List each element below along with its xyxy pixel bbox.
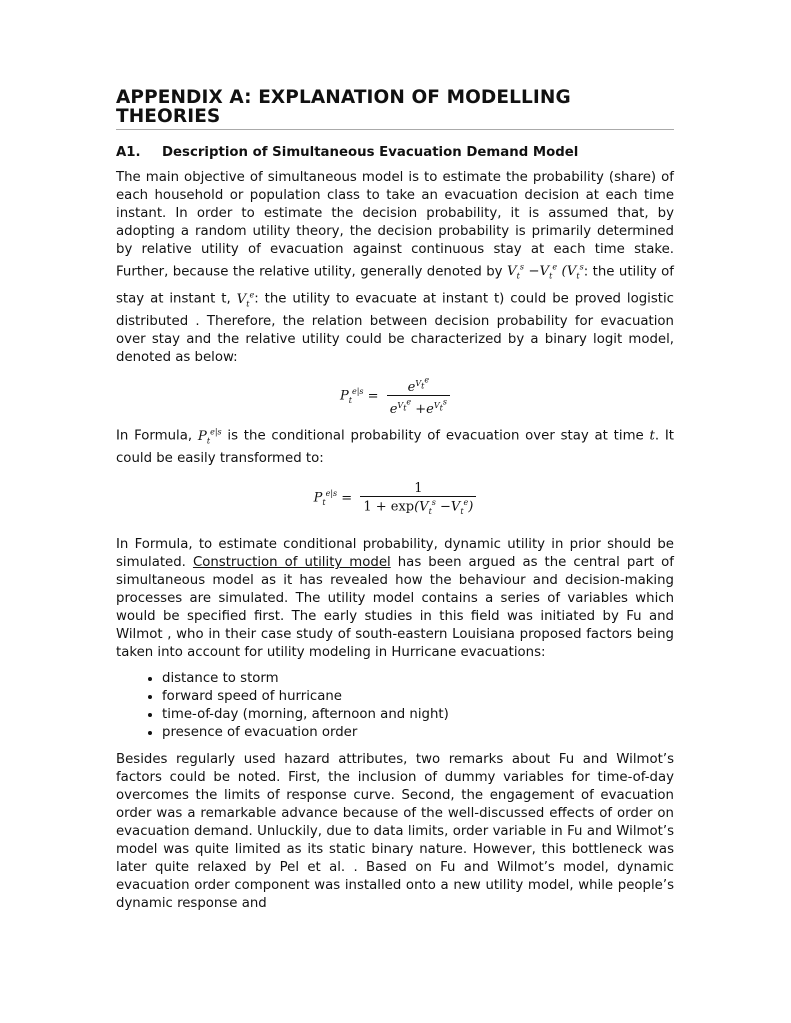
transformed-equation: $P_t^{e|s}$ = $\frac{1}{1 + \exp(V_t^s -V_t^e)}$	[116, 472, 674, 524]
intro-text-b: : the utility of stay at instant t,	[116, 264, 674, 307]
time-variable: t	[649, 428, 655, 444]
section-heading	[116, 145, 674, 160]
paragraph-remarks: Besides regularly used hazard attributes, two remarks about Fu and Wilmot’s factors could be noted. First, the inclusion of dummy variables for time-of-day overcomes the limits of response curve. Second, the engagement of evacuation order was a remarkable advance because of the well-discussed effects of order on evacuation demand. Unluckily, due to data limits, order variable in Fu and Wilmot’s model was quite limited as its static binary nature. However, this bottleneck was later quite relaxed by Pel et al. . Based on Fu and Wilmot’s model, dynamic evacuation order component was installed onto a new utility model, while people’s dynamic response and	[116, 752, 674, 912]
section-title: Description of Simultaneous Evacuation Demand Model	[162, 145, 579, 160]
factor-list	[116, 670, 674, 742]
paragraph-intro	[116, 169, 674, 367]
utility-text-a: In Formula, to estimate conditional probability, dynamic utility in prior should be simulated.	[116, 537, 674, 571]
utility-model-link[interactable]: Construction of utility model	[192, 555, 391, 571]
appendix-heading: APPENDIX A: EXPLANATION OF MODELLING THEORIES	[116, 88, 674, 130]
formula1-text-a: In Formula,	[116, 428, 193, 444]
formula1-text-c: . It could be easily transformed to:	[116, 428, 674, 467]
section-number: A1.	[116, 145, 141, 160]
conditional-probability-symbol: $P_t^{e|s}$	[197, 427, 222, 446]
document-page	[116, 88, 674, 913]
intro-text-c: : the utility to evacuate at instant t) could be proved logistic distributed . Therefore, the relation between decision probability for evacuation over stay and the relative utility could be characterized by a binary logit model, denoted as below:	[116, 291, 674, 366]
formula1-text-b: is the conditional probability of evacuation over stay at time	[227, 428, 644, 444]
binary-logit-equation: $P_t^{e|s}$ = $\frac{e^{V_t^e}}{e^{V_t^e} +e^{V_t^s}}$	[116, 371, 674, 421]
utility-evacuate-symbol: $V_t^e$	[236, 290, 255, 309]
relative-utility-expression: $V_t^s -V_t^e$ ($V_t^s$	[507, 263, 584, 282]
list-item: • distance to storm	[162, 670, 674, 688]
utility-text-b: has been argued as the central part of simultaneous model as it has revealed how the behaviour and decision-making processes are simulated. The utility model contains a series of variables which would be specified first. The early studies in this field was initiated by Fu and Wilmot , who in their case study of south-eastern Louisiana proposed factors being taken into account for utility modeling in Hurricane evacuations:	[116, 555, 674, 661]
list-item: • presence of evacuation order	[162, 724, 674, 742]
list-item: • time-of-day (morning, afternoon and night)	[162, 706, 674, 724]
paragraph-formula-1	[116, 423, 674, 468]
list-item: • forward speed of hurricane	[162, 688, 674, 706]
intro-text-a: The main objective of simultaneous model is to estimate the probability (share) of each household or population class to take an evacuation decision at each time instant. In order to estimate the decision probability, it is assumed that, by adopting a random utility theory, the decision probability is primarily determined by relative utility of evacuation against continuous stay at each time stake. Further, because the relative utility, generally denoted by	[116, 170, 674, 280]
paragraph-utility-model	[116, 536, 674, 662]
